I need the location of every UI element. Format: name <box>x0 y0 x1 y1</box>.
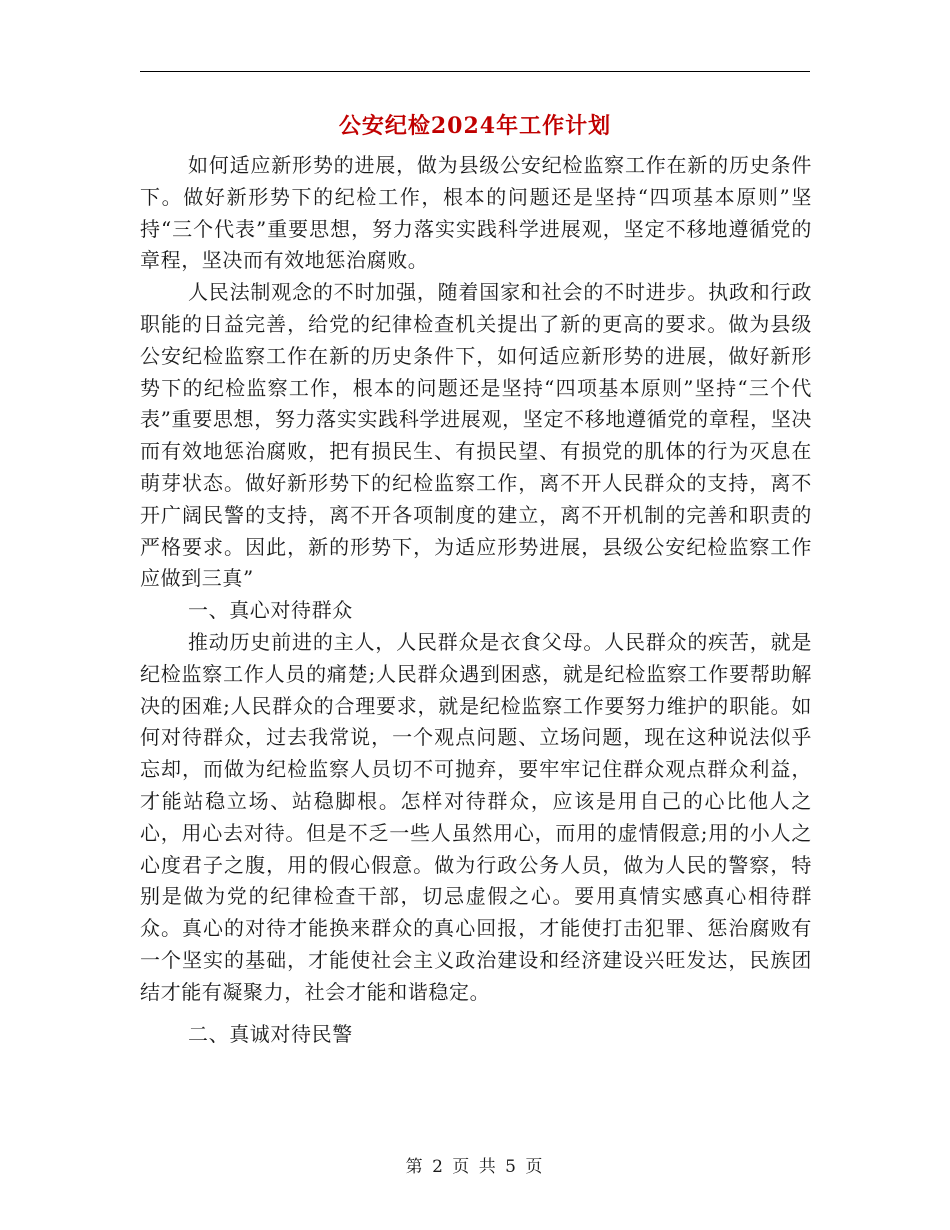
paragraph-intro: 如何适应新形势的进展，做为县级公安纪检监察工作在新的历史条件下。做好新形势下的纪检工作，根本的问题还是坚持“四项基本原则”坚持“三个代表”重要思想，努力落实实践科学进展观，坚定不移地遵循党的章程，坚决而有效地惩治腐败。 <box>140 153 812 273</box>
section-heading-1: 一、真心对待群众 <box>188 598 353 623</box>
document-title: 公安纪检2024年工作计划 <box>338 113 612 139</box>
header-rule <box>140 71 810 72</box>
document-body <box>140 150 812 1050</box>
paragraph-context: 人民法制观念的不时加强，随着国家和社会的不时进步。执政和行政职能的日益完善，给党的纪律检查机关提出了新的更高的要求。做为县级公安纪检监察工作在新的历史条件下，如何适应新形势的进展，做好新形势下的纪检监察工作，根本的问题还是坚持“四项基本原则”坚持“三个代表”重要思想，努力落实实践科学进展观，坚定不移地遵循党的章程，坚决而有效地惩治腐败，把有损民生、有损民望、有损党的肌体的行为灭息在萌芽状态。做好新形势下的纪检监察工作，离不开人民群众的支持，离不开广阔民警的支持，离不开各项制度的建立，离不开机制的完善和职责的严格要求。因此，新的形势下，为适应形势进展，县级公安纪检监察工作应做到三真” <box>140 280 812 591</box>
paragraph-section-1: 推动历史前进的主人，人民群众是衣食父母。人民群众的疾苦，就是纪检监察工作人员的痛楚;人民群众遇到困惑，就是纪检监察工作要帮助解决的困难;人民群众的合理要求，就是纪检监察工作要努力维护的职能。如何对待群众，过去我常说，一个观点问题、立场问题，现在这种说法似乎忘却，而做为纪检监察人员切不可抛弃，要牢牢记住群众观点群众利益，才能站稳立场、站稳脚根。怎样对待群众，应该是用自己的心比他人之心，用心去对待。但是不乏一些人虽然用心，而用的虚情假意;用的小人之心度君子之腹，用的假心假意。做为行政公务人员，做为人民的警察，特别是做为党的纪律检查干部，切忌虚假之心。要用真情实感真心相待群众。真心的对待才能换来群众的真心回报，才能使打击犯罪、惩治腐败有一个坚实的基础，才能使社会主义政治建设和经济建设兴旺发达，民族团结才能有凝聚力，社会才能和谐稳定。 <box>140 629 812 1004</box>
page-number: 第 2 页 共 5 页 <box>405 1157 545 1177</box>
section-heading-2: 二、真诚对待民警 <box>188 1021 353 1046</box>
